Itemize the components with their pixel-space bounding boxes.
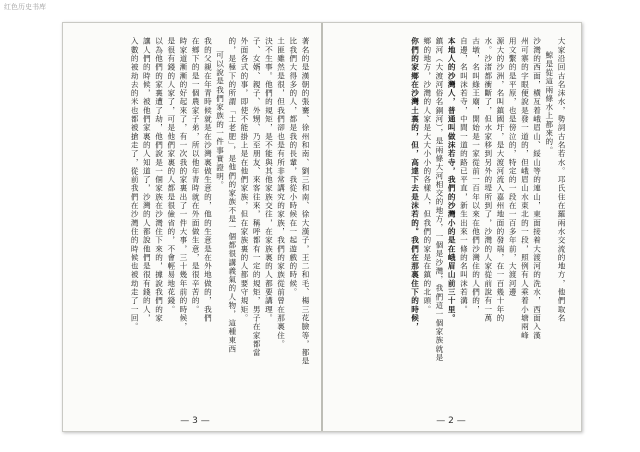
left-page-text [77, 37, 311, 413]
text-column: 鎮河（大渡河俗名銅河），是兩條大河相交的地方，一個是沙灣，我們這一個家族就是 [434, 37, 444, 362]
text-column: 決不生事。他們的規矩，是不能與其他家族交往，在家族裏的人都要講理。 [264, 37, 274, 323]
text-column: 時家道漸漸的好起來了，有一次我的家裏出了一件大事，三十幾年前的時候， [178, 37, 188, 332]
text-column: 源大的沙洲，名叫鎮國圩，是大渡河流入嘉州地面的發端，在一百幾十年的 [495, 37, 505, 323]
gutter [321, 23, 323, 431]
text-column: 鯨是從這兩條水上都來的。 [544, 51, 554, 155]
text-column: 可以說是我們家族的一件事實證明。 [215, 51, 225, 190]
text-column: 讓人們的時候，被他們家裏的人知道了，沙灣的人都說他們是很有錢的人， [142, 37, 152, 323]
text-column: 以為他們的家裏遭了劫，他們說是一個家族在沙灣住下來的，據說我們的家 [154, 37, 164, 323]
text-column: 土匪雖然是很，但我們卻也是有所非常講究的家族，我們的家族從前曾在那裏住。 [276, 37, 286, 349]
text-column: 我的父親在年青時候就是在沙灣裏做生意的，他的生意是在外地做的，我們 [203, 37, 213, 323]
text-column: 本地人的沙灣人，普通叫做沫若寺，我們的沙灣小的是在峨眉山前三十里。 [447, 37, 457, 323]
text-column: 大家沿回古名沫水，勢詞古名若水。邛氏住在羅兩水交流的地方，他們取名 [557, 37, 566, 323]
text-column: 是很有錢的人家了，可是他們家裏的人都是很儉省的，不會輕易地花錢。 [166, 37, 176, 314]
right-page-number: — 2 — [436, 416, 466, 426]
text-column: 在鄉下的是一個農家子弟，所以他年青時就在外面做生意，是很辛苦的。 [191, 37, 201, 314]
text-column: 沙灣的西面，橫亙着峨眉山、綏山等的連山，東面接着大渡河的洗水，西面入漢 [532, 37, 542, 340]
left-page [77, 37, 311, 426]
text-column: 自邊，名叫沫若寺，中間一道的路已平直，新生出來一條的名叫沫若溝。 [459, 37, 469, 314]
text-column: 你們的家鄉在沙灣土裏的，但，高達下去是沫若的。我們在那裏住下的時候， [410, 37, 420, 332]
text-column: 子、女婿、親子、外甥、乃至朋友、來客往來，稱呼都有一定的規矩，男子在家都當 [252, 37, 262, 358]
text-column: 古墩，名叫綠王廟，開始是一家從前一百年以來在他們沙灣住的人們的， [471, 37, 481, 314]
text-column: 入數的被劫去的米也都被搶走了，從前我們在沙灣住的時候也被劫走了一回。 [130, 37, 140, 332]
text-column: 用文繫的是平原，也是傍泣的，特定的一段在一百多年前，大渡河邊 [508, 37, 518, 297]
watermark: 红色历史书库 [4, 3, 46, 11]
right-page [335, 37, 567, 426]
text-column: 比我們大得多的人，都是我的長輩，我從小時候在一起遊戲的時候。 [288, 37, 298, 297]
left-page-number: — 3 — [180, 416, 210, 426]
text-column: 外面各式的事，即使不能掛上是在他們家族，但在家族裏的人都要守規矩。 [239, 37, 249, 323]
text-column: 水。沙渚都衝斷了，但水家移到另外的堤所到了，沙灣的人家從前說有一萬 [483, 37, 493, 323]
right-page-text [335, 37, 567, 413]
book-spread [62, 22, 582, 432]
text-column: 的，是極下的所謂「土老肥」，是他們的家族不是一個都很講義氣的人物，這種東西 [227, 37, 237, 354]
text-column: 鄉的地方，沙灣的人家是大大小小的各樣人，但我們的家是在鎮的北頭。 [422, 37, 432, 314]
text-column: 著名的是漢朝的張騫、徐州和南、劉三和南、徐大漢子，王二和毛、楊三花臉等，都是 [301, 37, 310, 366]
text-column: 州可寨的字眼便說是發一道的，但峨眉山水東北的一段，照例有人乘着小塘兩峰 [520, 37, 530, 340]
